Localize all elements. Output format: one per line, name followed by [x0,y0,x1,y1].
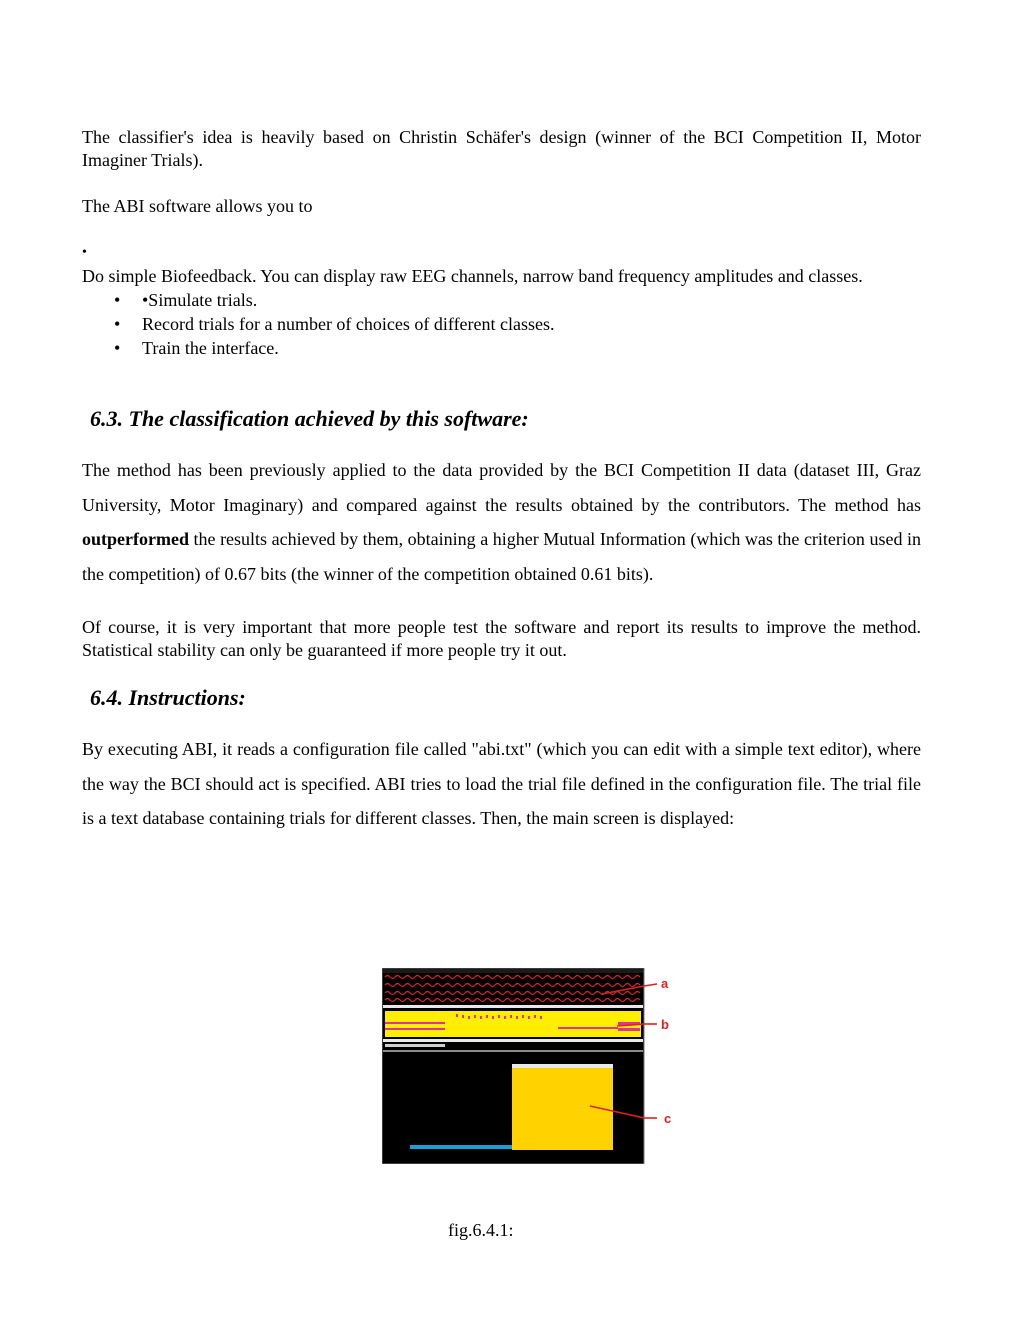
section-heading-6-4: 6.4. Instructions: [90,685,246,710]
course-paragraph: Of course, it is very important that more people test the software and report its results to improve the method. Statistical stability can only be guaranteed if more people try it out. [82,617,921,660]
list-item [82,336,921,360]
class-bar-yellow [512,1068,613,1150]
label-b: b [661,1017,669,1032]
status-line [385,1044,445,1047]
intro-paragraph: The classifier's idea is heavily based on Christin Schäfer's design (winner of the BCI Competition II, Motor Imaginer Trials). [82,127,921,170]
list-item-text: Record trials for a number of choices of different classes. [142,314,555,334]
bullet-glyph: • [114,338,121,358]
figure-caption: fig.6.4.1: [448,1220,514,1240]
list-item [82,312,921,336]
feature-list [82,288,921,360]
list-item-text: Train the interface. [142,338,279,358]
abi-screen-figure [382,968,682,1164]
divider-strip [383,1050,643,1052]
class-bar-blue [410,1145,512,1149]
stray-bullet: • [82,245,87,260]
biofeedback-paragraph: Do simple Biofeedback. You can display raw EEG channels, narrow band frequency amplitudes and classes. [82,266,863,286]
bullet-glyph: • [114,314,121,334]
label-a: a [661,976,669,991]
document-page [82,126,921,836]
method-text-start: The method has been previously applied to the data provided by the BCI Competition II data (dataset III, Graz University, Motor Imaginary) and compared against the results obtained by the contributors. The method has [82,460,921,515]
section-heading-6-3: 6.3. The classification achieved by this software: [90,406,529,431]
instructions-paragraph: By executing ABI, it reads a configuration file called "abi.txt" (which you can edit with a simple text editor), where the way the BCI should act is specified. ABI tries to load the trial file defined in the configuration file. The trial file is a text database containing trials for different classes. Then, the main screen is displayed: [82,739,921,828]
class-bar-cap [512,1064,613,1068]
divider-strip [383,1005,643,1008]
method-paragraph [82,453,921,591]
method-bold-word: outperformed [82,529,189,549]
method-text-end: the results achieved by them, obtaining a higher Mutual Information (which was the criterion used in the competition) of 0.67 bits (the winner of the competition obtained 0.61 bits). [82,529,921,584]
abi-intro-paragraph: The ABI software allows you to [82,196,313,216]
abi-screen-image [382,968,682,1164]
list-item-text: •Simulate trials. [142,290,258,310]
divider-strip [383,1039,643,1042]
bullet-glyph: • [114,290,121,310]
screen-titlebar [383,969,643,973]
label-c: c [664,1111,672,1126]
list-item [82,288,921,312]
